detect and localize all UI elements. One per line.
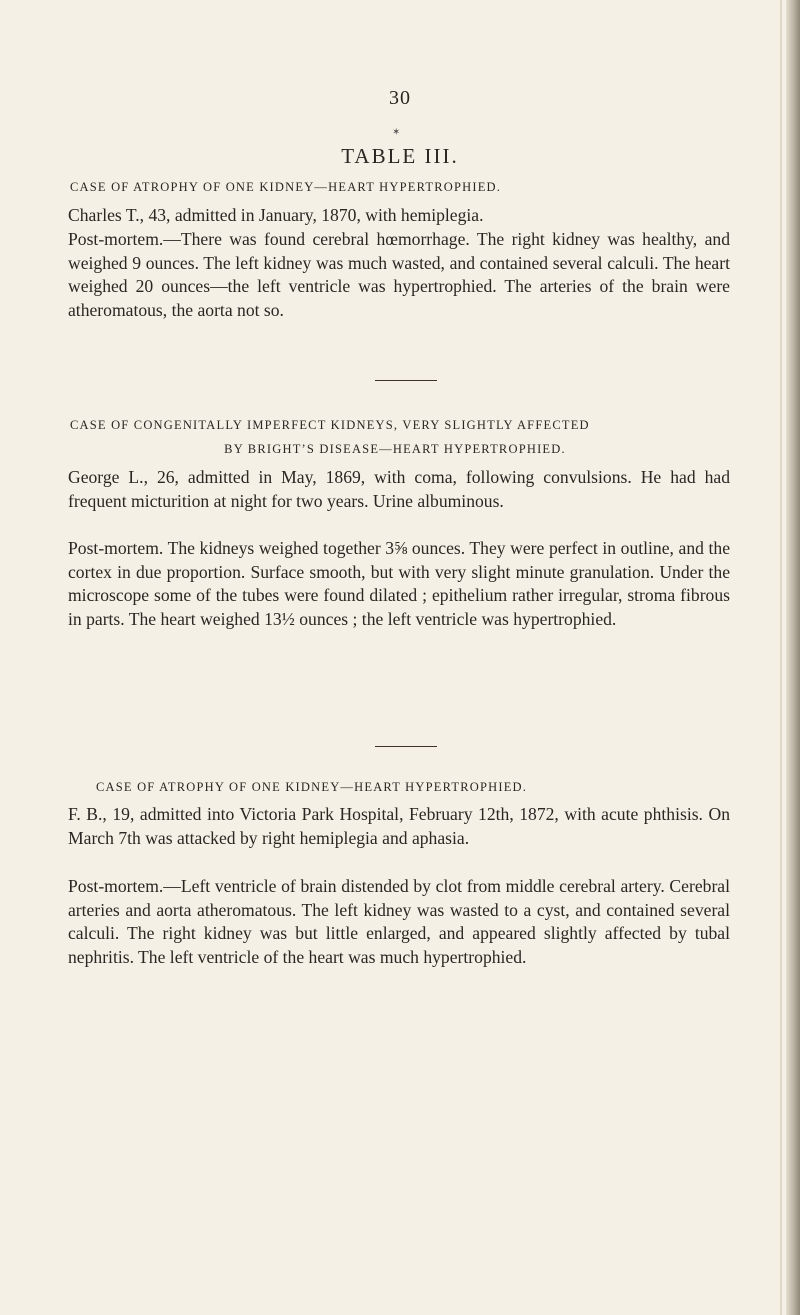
case-3-heading: CASE OF ATROPHY OF ONE KIDNEY—HEART HYPERTROPHIED. bbox=[96, 780, 528, 794]
ink-mark: ✶ bbox=[392, 127, 401, 138]
case-2-heading-line-2: BY BRIGHT’S DISEASE—HEART HYPERTROPHIED. bbox=[224, 442, 566, 456]
case-3-postmortem: Post-mortem.—Left ventricle of brain distended by clot from middle cerebral artery. Cerebral arteries and aorta atheromatous. The left kidney was wasted to a cyst, and contained several calculi. The right kidney was but little enlarged, and appeared slightly affected by tubal nephritis. The left ventricle of the heart was much hypertrophied. bbox=[68, 876, 730, 967]
page-edge-shadow bbox=[786, 0, 800, 1315]
case-3-intro: F. B., 19, admitted into Victoria Park Hospital, February 12th, 1872, with acute phthisis. On March 7th was attacked by right hemiplegia and aphasia. bbox=[68, 804, 730, 848]
page-number: 30 bbox=[389, 87, 411, 109]
case-2-postmortem: Post-mortem. The kidneys weighed together 3⅝ ounces. They were perfect in outline, and the cortex in due proportion. Surface smooth, but with very slight minute granulation. Under the microscope some of the tubes were found dilated ; epithelium rather irregular, stroma fibrous in parts. The heart weighed 13½ ounces ; the left ventricle was hypertrophied. bbox=[68, 538, 730, 629]
case-1-postmortem: Post-mortem.—There was found cerebral hœmorrhage. The right kidney was healthy, and weighed 9 ounces. The left kidney was much wasted, and contained several calculi. The heart weighed 20 ounces—the left ventricle was hypertrophied. The arteries of the brain were atheromatous, the aorta not so. bbox=[68, 229, 730, 320]
section-divider-1 bbox=[375, 380, 437, 381]
case-2-intro: George L., 26, admitted in May, 1869, with coma, following convulsions. He had had frequent micturition at night for two years. Urine albuminous. bbox=[68, 467, 730, 511]
case-2-heading-line-1: CASE OF CONGENITALLY IMPERFECT KIDNEYS, VERY SLIGHTLY AFFECTED bbox=[70, 418, 590, 432]
table-title: TABLE III. bbox=[341, 144, 459, 168]
case-1-intro: Charles T., 43, admitted in January, 1870, with hemiplegia. bbox=[68, 205, 484, 225]
page-edge-line bbox=[780, 0, 782, 1315]
case-1-heading: CASE OF ATROPHY OF ONE KIDNEY—HEART HYPERTROPHIED. bbox=[70, 180, 502, 194]
section-divider-2 bbox=[375, 746, 437, 747]
